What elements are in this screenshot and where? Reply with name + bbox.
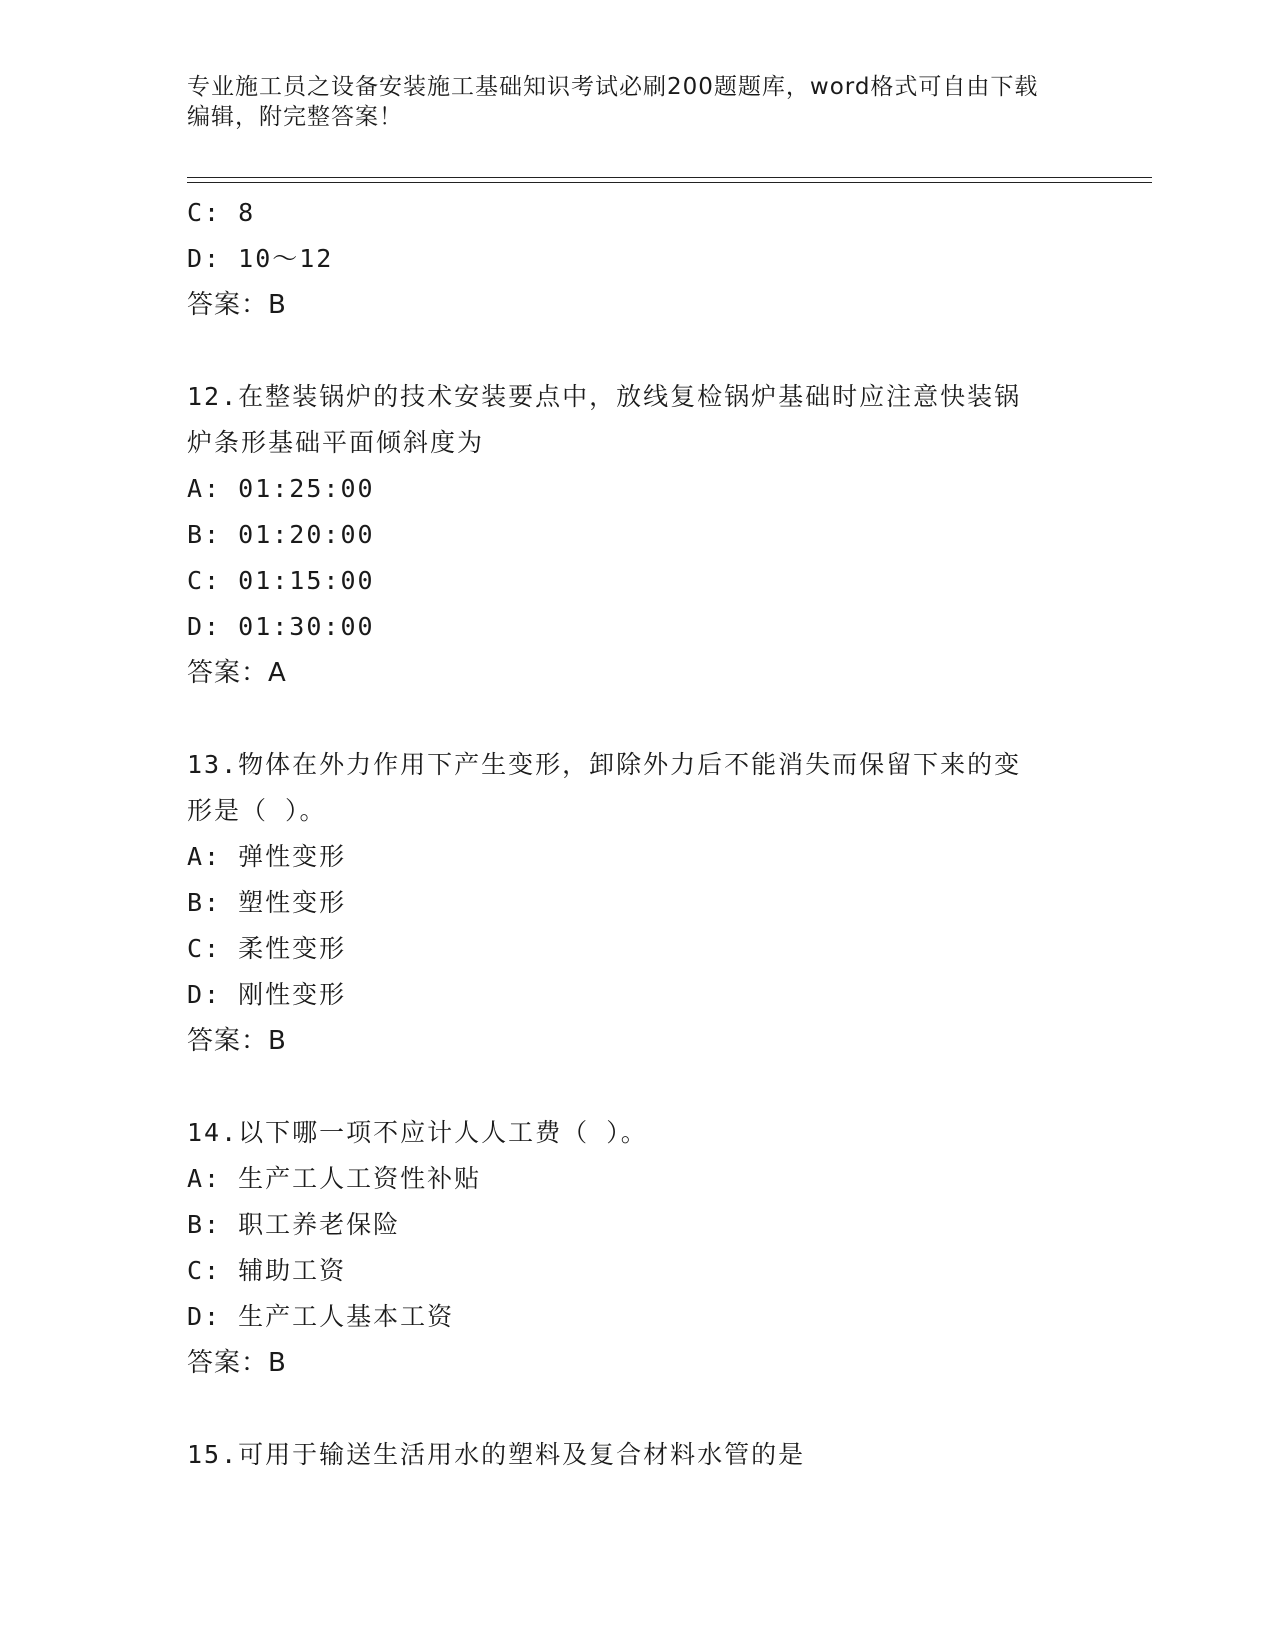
header-title-line-1: 专业施工员之设备安装施工基础知识考试必刷200题题库，word格式可自由下载 (187, 74, 1039, 100)
option-d: D: 生产工人基本工资 (187, 1302, 455, 1331)
option-a: A: 生产工人工资性补贴 (187, 1164, 482, 1193)
question-12 (187, 374, 1087, 696)
answer-line: 答案：A (187, 658, 287, 688)
answer-line: 答案：B (187, 1026, 287, 1056)
answer-line: 答案：B (187, 290, 287, 320)
option-c: C: 柔性变形 (187, 934, 347, 963)
option-c: C: 辅助工资 (187, 1256, 347, 1285)
option-d: D: 刚性变形 (187, 980, 347, 1009)
spacer (187, 1064, 1087, 1110)
option-a: A: 弹性变形 (187, 842, 347, 871)
document-header (187, 72, 1087, 132)
question-14 (187, 1110, 1087, 1386)
question-11-tail (187, 190, 1087, 328)
spacer (187, 1386, 1087, 1432)
option-d: D: 01:30:00 (187, 612, 375, 641)
question-text-line-1: 13.物体在外力作用下产生变形，卸除外力后不能消失而保留下来的变 (187, 750, 1022, 779)
answer-line: 答案：B (187, 1348, 287, 1378)
header-title-line-2: 编辑，附完整答案！ (187, 104, 403, 130)
header-divider-bottom (187, 182, 1152, 183)
question-13 (187, 742, 1087, 1064)
option-c: C: 01:15:00 (187, 566, 375, 595)
option-b: B: 01:20:00 (187, 520, 375, 549)
option-c: C: 8 (187, 198, 256, 227)
question-list (187, 190, 1087, 1478)
question-text-line-2: 炉条形基础平面倾斜度为 (187, 428, 485, 457)
option-b: B: 塑性变形 (187, 888, 347, 917)
spacer (187, 696, 1087, 742)
question-text-line-1: 14.以下哪一项不应计人人工费（ ）。 (187, 1118, 648, 1147)
question-text-line-1: 15.可用于输送生活用水的塑料及复合材料水管的是 (187, 1440, 806, 1469)
option-a: A: 01:25:00 (187, 474, 375, 503)
question-text-line-2: 形是（ ）。 (187, 796, 327, 825)
header-divider-top (187, 177, 1152, 178)
option-d: D: 10～12 (187, 244, 334, 273)
option-b: B: 职工养老保险 (187, 1210, 401, 1239)
question-text-line-1: 12.在整装锅炉的技术安装要点中，放线复检锅炉基础时应注意快装锅 (187, 382, 1022, 411)
question-15 (187, 1432, 1087, 1478)
spacer (187, 328, 1087, 374)
